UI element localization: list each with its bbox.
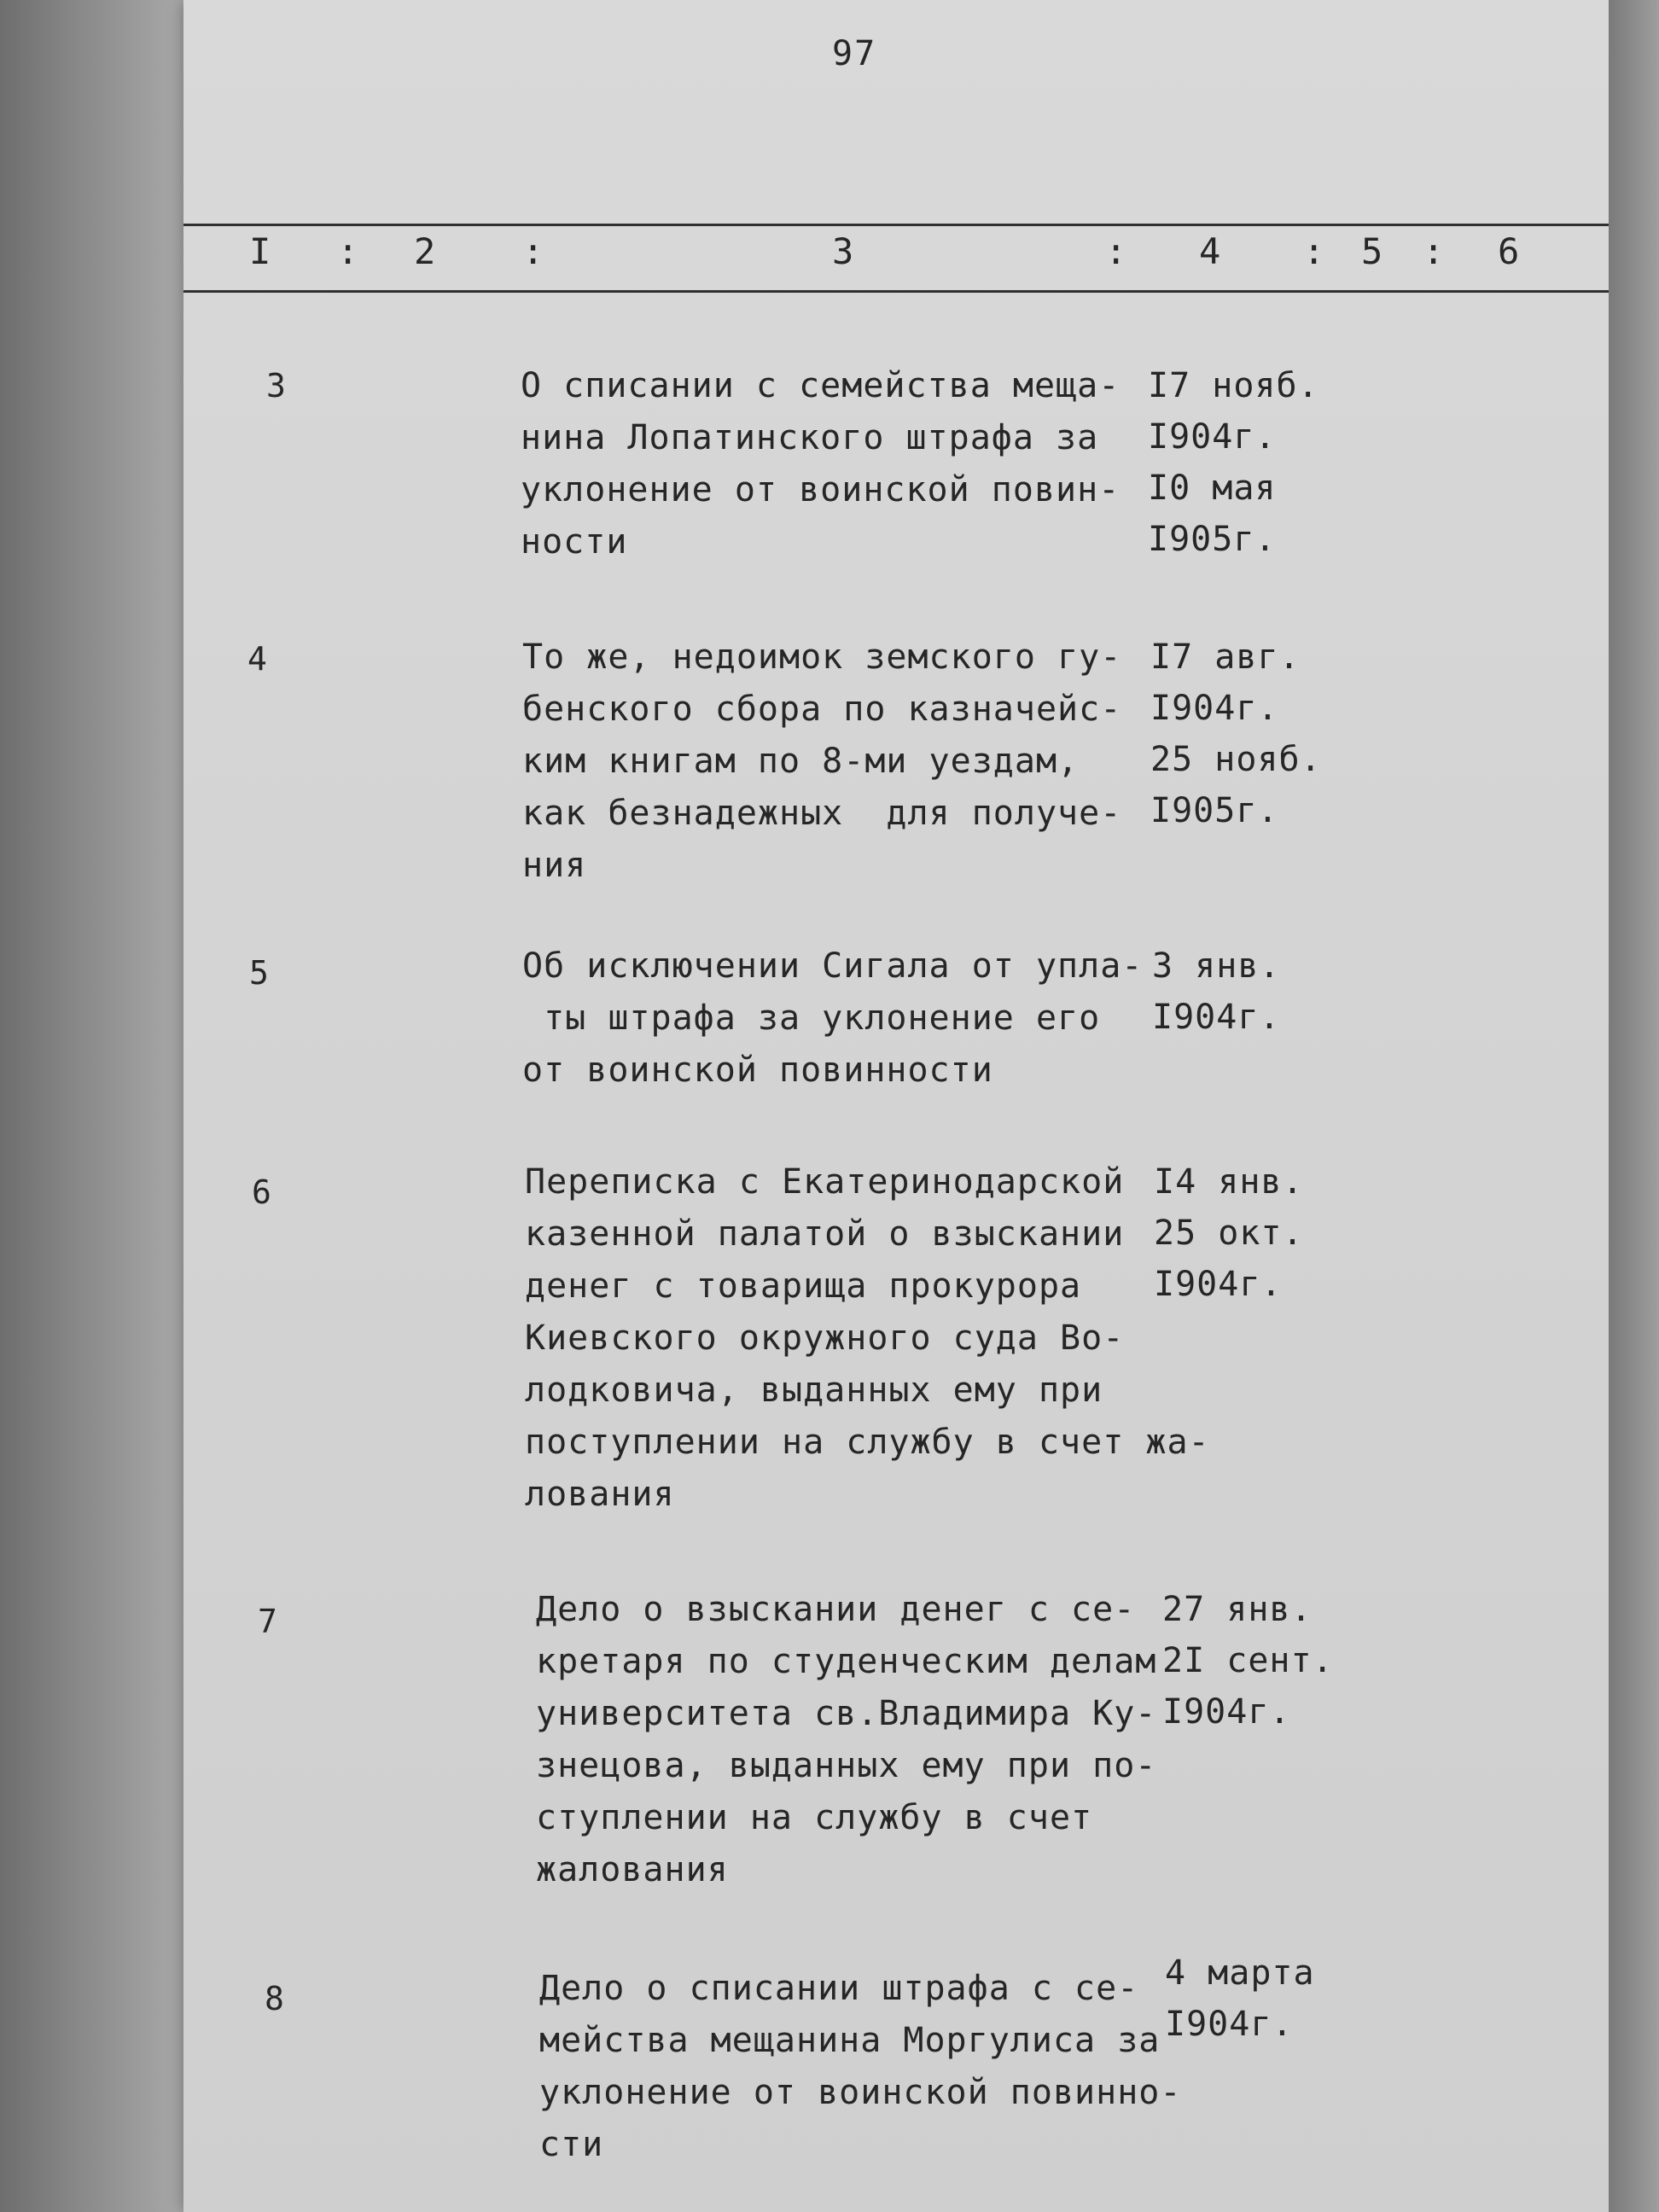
row-dates: 27 янв. 2I сент. I904г.: [1162, 1590, 1334, 1732]
row-dates: I4 янв. 25 окт. I904г.: [1154, 1162, 1304, 1304]
row-title: Дело о взыскании денег с се- кретаря по студенческим делам университета св.Владимира Ку- знецова, выданных ему при по- ступлении на службу в счет жалования: [536, 1590, 1157, 1889]
row-title: О списании с семейства меща- нина Лопатинского штрафа за уклонение от воинской повин- ности: [521, 366, 1121, 562]
column-separator: :: [337, 230, 359, 272]
column-header-6: 6: [1498, 230, 1520, 272]
row-number: 4: [247, 640, 267, 678]
column-header-5: 5: [1361, 230, 1383, 272]
row-dates: I7 авг. I904г. 25 нояб. I905г.: [1150, 637, 1322, 830]
column-header-3: 3: [832, 230, 854, 272]
page-right-edge: [1609, 0, 1659, 2212]
row-dates: I7 нояб. I904г. I0 мая I905г.: [1148, 366, 1319, 559]
page-number: 97: [832, 34, 877, 73]
column-header-4: 4: [1199, 230, 1221, 272]
column-header-2: 2: [414, 230, 436, 272]
column-separator: :: [522, 230, 544, 272]
table-header-top-rule: [183, 224, 1609, 226]
row-dates: 4 марта I904г.: [1165, 1953, 1315, 2044]
row-number: 6: [252, 1173, 271, 1211]
row-number: 8: [265, 1980, 284, 2017]
row-number: 5: [249, 954, 269, 992]
row-title: То же, недоимок земского гу- бенского сбора по казначейс- ким книгам по 8-ми уездам, как безнадежных для получе- ния: [522, 637, 1122, 885]
row-title: Об исключении Сигала от упла- ты штрафа за уклонение его от воинской повинности: [522, 946, 1144, 1090]
column-separator: :: [1423, 230, 1445, 272]
page-left-edge: [0, 0, 183, 2212]
row-number: 3: [266, 367, 286, 405]
row-dates: 3 янв. I904г.: [1152, 946, 1281, 1037]
table-header-bottom-rule: [183, 290, 1609, 293]
row-number: 7: [258, 1603, 277, 1640]
column-header-1: I: [249, 230, 271, 272]
column-separator: :: [1105, 230, 1127, 272]
column-separator: :: [1303, 230, 1325, 272]
row-title: Переписка с Екатеринодарской казенной палатой о взыскании денег с товарища прокурора Киевского окружного суда Во- лодковича, выданных ему при поступлении на службу в счет жа- лования: [525, 1162, 1210, 1514]
row-title: Дело о списании штрафа с се- мейства мещанина Моргулиса за уклонение от воинской повинно- сти: [539, 1969, 1182, 2164]
